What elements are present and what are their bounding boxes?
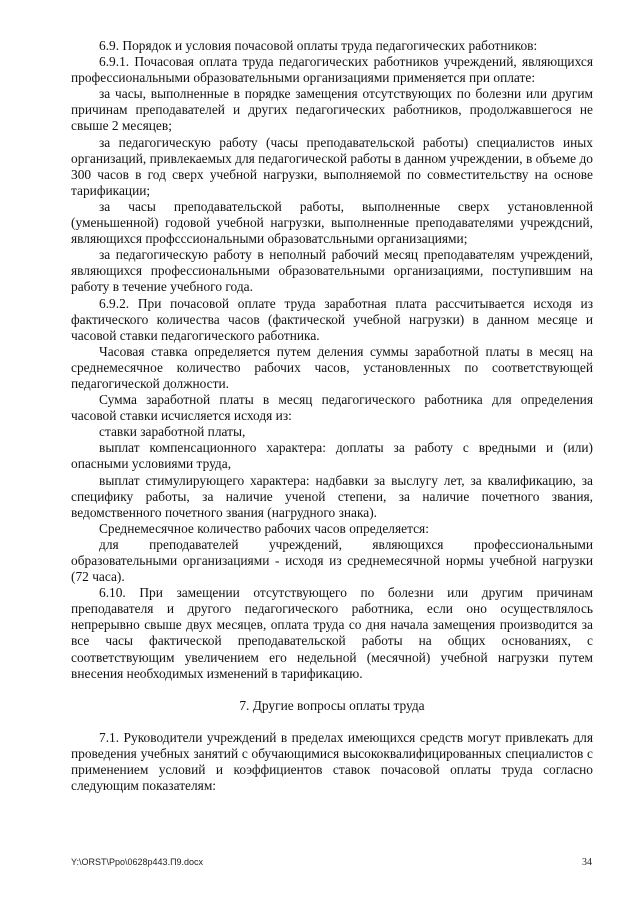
footer-file-path: Y:\ORST\Ppo\0628p443.П9.docx [71,857,204,867]
paragraph-6-9-1: 6.9.1. Почасовая оплата труда педагогических работников учреждений, являющихся профессиональными образовательными организациями применяется при оплате: [71,54,593,86]
paragraph-substitution-hours: за часы, выполненные в порядке замещения отсутствующих по болезни или другим причинам преподавателей и других педагогических работников, продолжавшегося не свыше 2 месяцев; [71,86,593,134]
paragraph-incentive: выплат стимулирующего характера: надбавки за выслугу лет, за квалификацию, за специфику работы, за наличие ученой степени, за наличие почетного звания, ведомственного почетного звания (нагрудного знака). [71,472,593,520]
paragraph-incomplete-month: за педагогическую работу в неполный рабочий месяц преподавателям учреждений, являющихся профессиональными образовательными организациями, поступившим на работу в течение учебного года. [71,247,593,295]
paragraph-base-rate: ставки заработной платы, [99,424,246,440]
paragraph-6-9: 6.9. Порядок и условия почасовой оплаты труда педагогических работников: [99,38,538,53]
paragraph-avg-hours: Среднемесячное количество рабочих часов определяется: [99,520,429,536]
paragraph-salary-sum: Сумма заработной платы в месяц педагогического работника для определения часовой ставки исчисляется исходя из: [71,392,593,424]
paragraph-6-10: 6.10. При замещении отсутствующего по болезни или другим причинам преподавателя и другого педагогического работника, если оно осуществлялось непрерывно свыше двух месяцев, оплата труда со дня начала замещения производится за все часы фактической преподавательской работы на общих основаниях, с соответствующим увеличением его недельной (месячной) учебной нагрузки путем внесения необходимых изменений в тарификацию. [71,585,593,681]
section-heading: 7. Другие вопросы оплаты труда [239,697,425,713]
paragraph-hourly-rate: Часовая ставка определяется путем деления суммы заработной платы в месяц на среднемесячное количество рабочих часов, установленных по соответствующей педагогической должности. [71,343,593,391]
paragraph-teachers-norm: для преподавателей учреждений, являющихся профессиональными образовательными организациями - исходя из среднемесячной нормы учебной нагрузки (72 часа). [71,536,593,585]
paragraph-external-specialists: за педагогическую работу (часы преподавательской работы) специалистов иных организаций, привлекаемых для педагогической работы в данном учреждении, в объеме до 300 часов в год сверх учебной нагрузки, выполняемой по совместительству на основе тарификации; [71,134,593,198]
paragraph-compensation: выплат компенсационного характера: доплаты за работу с вредными и (или) опасными условиями труда, [71,440,593,472]
document-body [71,38,593,794]
footer-page-number: 34 [582,857,592,868]
paragraph-6-9-2: 6.9.2. При почасовой оплате труда заработная плата рассчитывается исходя из фактического количества часов (фактической учебной нагрузки) в данном месяце и часовой ставки педагогического работника. [71,295,593,343]
paragraph-7-1: 7.1. Руководители учреждений в пределах имеющихся средств могут привлекать для проведения учебных занятий с обучающимися высококвалифицированных специалистов с применением условий и коэффициентов ставок почасовой оплаты труда согласно следующим показателям: [71,729,593,794]
paragraph-over-load-hours: за часы преподавательской работы, выполненные сверх установленной (уменьшенной) годовой учебной нагрузки, выполненные преподавателями учреждсний, являющихся профсссиональными образоватсльными организациями; [71,198,593,247]
